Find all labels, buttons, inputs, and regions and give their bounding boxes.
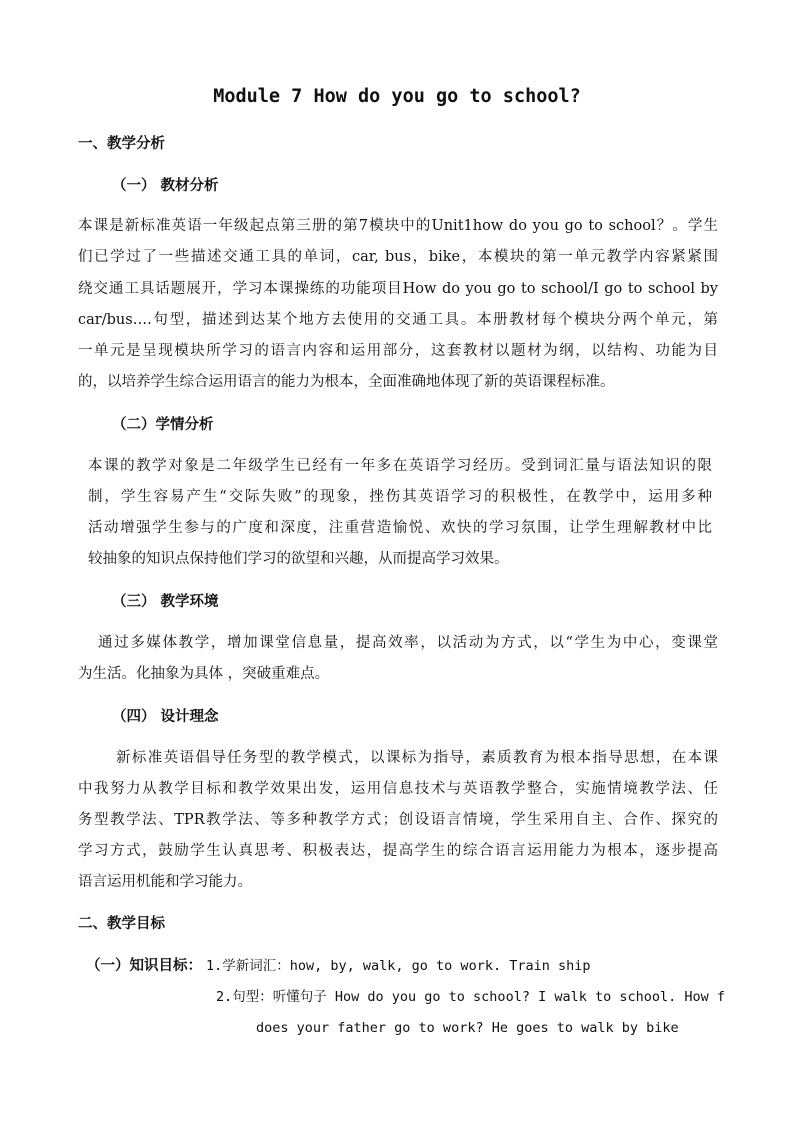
text-line: 通过多媒体教学，增加课堂信息量，提高效率，以活动为方式，以“学生为中心，变课堂 — [98, 635, 718, 651]
knowledge-goal-item-2-cont: does your father go to work? He goes to walk by bike — [256, 1020, 679, 1036]
text-line: 语言运用机能和学习能力。 — [78, 874, 252, 890]
text-line: 活动增强学生参与的广度和深度，注重营造愉悦、欢快的学习氛围，让学生理解教材中比 — [88, 520, 712, 536]
text-line: 为生活。化抽象为具体 ，突破重难点。 — [78, 666, 330, 682]
subheading-learners: （二）学情分析 — [112, 416, 214, 433]
text-line: 的，以培养学生综合运用语言的能力为根本，全面准确地体现了新的英语课程标准。 — [78, 374, 615, 390]
knowledge-goal-item-2: 2.句型：听懂句子 How do you go to school? I walk to school. How f — [216, 989, 726, 1005]
text-line: 本课的教学对象是二年级学生已经有一年多在英语学习经历。受到词汇量与语法知识的限 — [88, 458, 712, 474]
section-heading-objectives: 二、教学目标 — [78, 915, 165, 932]
subheading-materials: （一） 教材分析 — [112, 177, 219, 194]
knowledge-goal-label: （一）知识目标： — [86, 957, 202, 974]
text-line: 中我努力从教学目标和教学效果出发，运用信息技术与英语教学整合，实施情境教学法、任 — [78, 781, 718, 797]
text-line: 绕交通工具话题展开，学习本课操练的功能项目How do you go to school/I go to school by — [78, 281, 718, 297]
knowledge-goal-item-1: 1.学新词汇：how, by, walk, go to work. Train ship — [206, 958, 591, 974]
text-line: 务型教学法、TPR教学法、等多种教学方式；创设语言情境，学生采用自主、合作、探究的 — [78, 812, 718, 828]
text-line: car/bus….句型，描述到达某个地方去使用的交通工具。本册教材每个模块分两个单元，第 — [78, 312, 718, 328]
subheading-environment: （三） 教学环境 — [112, 593, 219, 610]
page-title: Module 7 How do you go to school? — [213, 86, 581, 107]
section-heading-analysis: 一、教学分析 — [78, 135, 165, 152]
text-line: 制，学生容易产生“交际失败”的现象，挫伤其英语学习的积极性，在教学中，运用多种 — [88, 489, 712, 505]
text-line: 们已学过了一些描述交通工具的单词，car, bus，bike，本模块的第一单元教学内容紧紧围 — [78, 249, 718, 265]
text-line: 学习方式，鼓励学生认真思考、积极表达，提高学生的综合语言运用能力为根本，逐步提高 — [78, 843, 718, 859]
subheading-design-concept: （四） 设计理念 — [112, 708, 219, 725]
text-line: 本课是新标准英语一年级起点第三册的第7模块中的Unit1how do you go to school？。学生 — [78, 218, 718, 234]
text-line: 新标准英语倡导任务型的教学模式，以课标为指导，素质教育为根本指导思想，在本课 — [116, 750, 718, 766]
text-line: 一单元是呈现模块所学习的语言内容和运用部分，这套教材以题材为纲，以结构、功能为目 — [78, 343, 718, 359]
text-line: 较抽象的知识点保持他们学习的欲望和兴趣，从而提高学习效果。 — [88, 551, 509, 567]
